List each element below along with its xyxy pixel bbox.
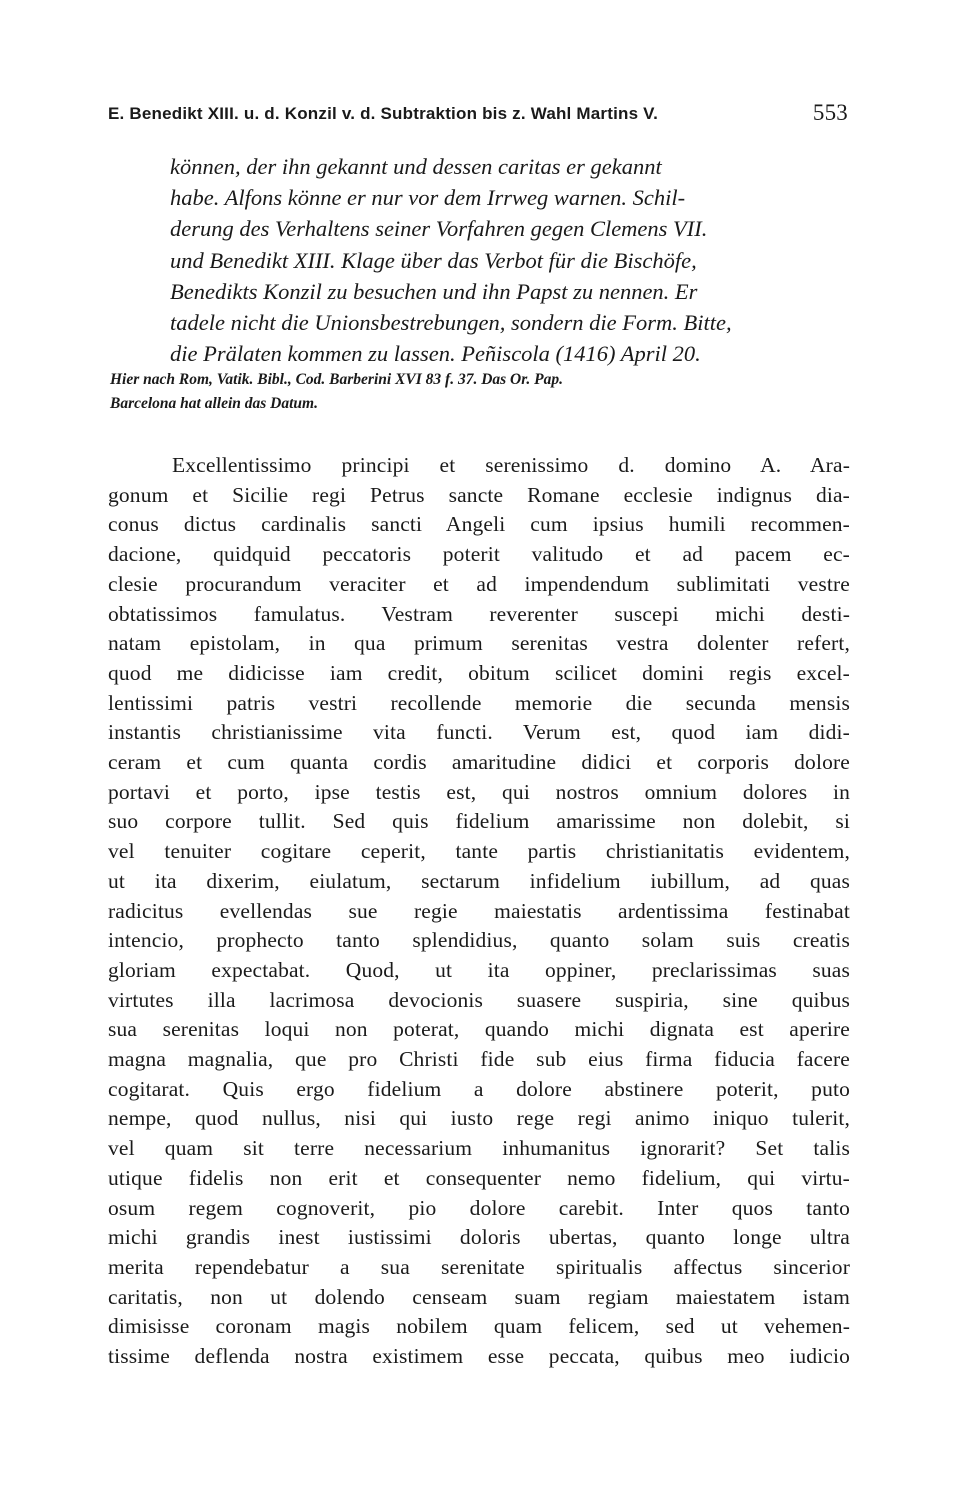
body-line: portavi et porto, ipse testis est, qui nostros omnium dolores in: [108, 779, 850, 804]
body-line: Excellentissimo principi et serenissimo d. domino A. Ara-: [172, 453, 850, 477]
body-line: clesie procurandum veraciter et ad impendendum sublimitati vestre: [108, 571, 850, 596]
body-line: gonum et Sicilie regi Petrus sancte Romane ecclesie indignus dia-: [108, 482, 850, 507]
body-line: osum regem cognoverit, pio dolore carebit. Inter quos tanto: [108, 1195, 850, 1220]
body-line: ceram et cum quanta cordis amaritudine didici et corporis dolore: [108, 750, 850, 775]
body-line: obtatissimos famulatus. Vestram reverenter suscepi michi desti-: [108, 601, 850, 626]
regest-line: können, der ihn gekannt und dessen caritas er gekannt: [170, 154, 662, 179]
body-line: magna magnalia, que pro Christi fide sub eius firma fiducia facere: [108, 1047, 850, 1072]
source-note: [110, 368, 850, 416]
body-line: instantis christianissime vita functi. Verum est, quod iam didi-: [108, 720, 850, 745]
running-head-title: E. Benedikt XIII. u. d. Konzil v. d. Subtraktion bis z. Wahl Martins V.: [108, 104, 659, 123]
body-line: gloriam expectabat. Quod, ut ita oppiner, preclarissimas suas: [108, 957, 850, 982]
body-line: dacione, quidquid peccatoris poterit valitudo et ad pacem ec-: [108, 542, 850, 567]
regest-line: tadele nicht die Unionsbestrebungen, sondern die Form. Bitte,: [170, 310, 732, 336]
body-line: natam epistolam, in qua primum serenitas vestra dolenter refert,: [108, 631, 850, 656]
body-line: cogitarat. Quis ergo fidelium a dolore abstinere poterit, puto: [108, 1076, 850, 1101]
body-line: dimisisse coronam magis nobilem quam felicem, sed ut vehemen-: [108, 1314, 850, 1339]
body-line: quod me didicisse iam credit, obitum scilicet domini regis excel-: [108, 660, 850, 685]
body-line: conus dictus cardinalis sancti Angeli cum ipsius humili recommen-: [108, 512, 850, 537]
source-line: Hier nach Rom, Vatik. Bibl., Cod. Barberini XVI 83 f. 37. Das Or. Pap.: [110, 371, 564, 388]
page-number: 553: [812, 100, 848, 125]
body-line: nempe, quod nullus, nisi qui iusto rege regi animo iniquo tulerit,: [108, 1106, 850, 1131]
body-line: lentissimi patris vestri recollende memorie die secunda mensis: [108, 690, 850, 715]
body-line: ut ita dixerim, eiulatum, sectarum infidelium iubillum, ad quas: [108, 868, 850, 893]
body-line: vel tenuiter cogitare ceperit, tante partis christianitatis evidentem,: [108, 839, 850, 864]
regest-summary: [170, 151, 850, 369]
regest-line: und Benedikt XIII. Klage über das Verbot für die Bischöfe,: [170, 247, 697, 273]
regest-line: habe. Alfons könne er nur vor dem Irrweg warnen. Schil-: [170, 185, 686, 211]
regest-line: Benedikts Konzil zu besuchen und ihn Papst zu nennen. Er: [170, 278, 698, 304]
letter-body: [108, 451, 850, 1372]
body-line: tissime deflenda nostra existimem esse peccata, quibus meo iudicio: [108, 1344, 850, 1369]
body-line: virtutes illa lacrimosa devocionis suasere suspiria, sine quibus: [108, 987, 850, 1012]
source-line: Barcelona hat allein das Datum.: [110, 395, 318, 412]
body-line: radicitus evellendas sue regie maiestatis ardentissima festinabat: [108, 898, 850, 923]
body-line: michi grandis inest iustissimi doloris ubertas, quanto longe ultra: [108, 1225, 850, 1250]
regest-line: die Prälaten kommen zu lassen. Peñiscola (1416) April 20.: [170, 341, 701, 367]
running-head: [108, 100, 848, 130]
body-line: utique fidelis non erit et consequenter nemo fidelium, qui virtu-: [108, 1165, 850, 1190]
body-line: intencio, prophecto tanto splendidius, quanto solam suis creatis: [108, 928, 850, 953]
body-line: merita rependebatur a sua serenitate spiritualis affectus sincerior: [108, 1254, 850, 1279]
body-line: suo corpore tullit. Sed quis fidelium amarissime non dolebit, si: [108, 809, 850, 834]
body-line: caritatis, non ut dolendo censeam suam regiam maiestatem istam: [108, 1284, 850, 1309]
body-line: vel quam sit terre necessarium inhumanitus ignorarit? Set talis: [108, 1136, 850, 1161]
body-line: sua serenitas loqui non poterat, quando michi dignata est aperire: [108, 1017, 850, 1042]
regest-line: derung des Verhaltens seiner Vorfahren gegen Clemens VII.: [170, 216, 708, 242]
